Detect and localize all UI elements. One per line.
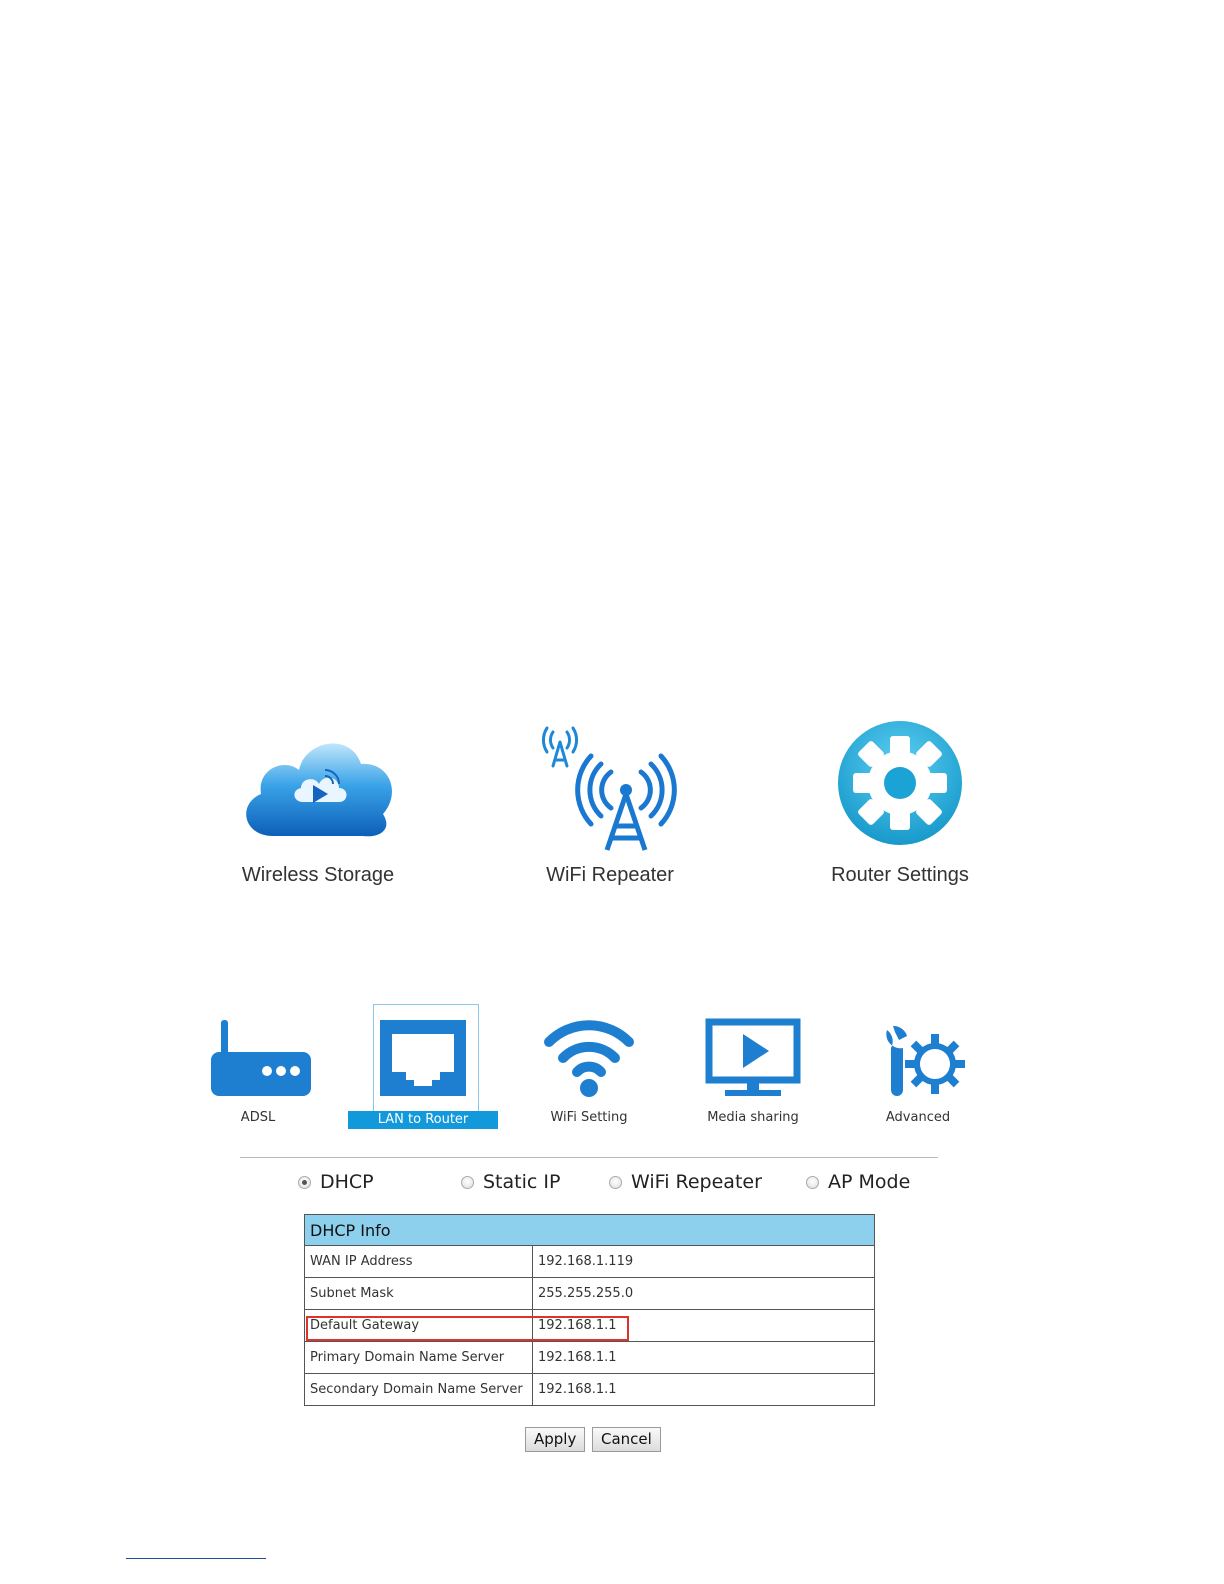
wifi-icon — [514, 1012, 664, 1106]
row-value: 192.168.1.1 — [533, 1374, 875, 1406]
nav-item-adsl[interactable] — [183, 1004, 333, 1132]
row-value: 192.168.1.1 — [533, 1310, 875, 1342]
row-label: Secondary Domain Name Server — [305, 1374, 533, 1406]
table-row — [305, 1342, 875, 1374]
app-label: WiFi Repeater — [546, 864, 674, 886]
radio-button[interactable] — [461, 1176, 474, 1189]
table-header: DHCP Info — [305, 1215, 875, 1246]
radio-label: Static IP — [483, 1171, 561, 1193]
app-wifi-repeater[interactable] — [490, 718, 730, 898]
table-row — [305, 1246, 875, 1278]
app-label: Wireless Storage — [241, 864, 395, 886]
cancel-button[interactable]: Cancel — [592, 1427, 661, 1452]
row-value: 192.168.1.1 — [533, 1342, 875, 1374]
radio-label: WiFi Repeater — [631, 1171, 762, 1193]
app-label: Router Settings — [831, 864, 969, 886]
row-value: 192.168.1.119 — [533, 1246, 875, 1278]
nav-label: Advanced — [885, 1110, 951, 1125]
radio-label: AP Mode — [828, 1171, 911, 1193]
radio-wifi-repeater[interactable] — [609, 1168, 762, 1196]
nav-item-media-sharing[interactable] — [678, 1004, 828, 1132]
nav-label: Media sharing — [707, 1110, 799, 1125]
apply-button[interactable]: Apply — [525, 1427, 585, 1452]
antenna-tower-icon — [490, 718, 730, 858]
table-row — [305, 1278, 875, 1310]
radio-label: DHCP — [320, 1171, 374, 1193]
app-router-settings[interactable] — [780, 718, 1020, 898]
wrench-gear-icon — [843, 1012, 993, 1106]
monitor-play-icon — [678, 1012, 828, 1106]
ethernet-port-icon — [348, 1012, 498, 1106]
row-label: Default Gateway — [305, 1310, 533, 1342]
row-label: Primary Domain Name Server — [305, 1342, 533, 1374]
table-row — [305, 1310, 875, 1342]
nav-item-advanced[interactable] — [843, 1004, 993, 1132]
radio-dhcp[interactable] — [298, 1168, 374, 1196]
nav-item-lan-to-router[interactable] — [348, 1004, 498, 1132]
nav-label: ADSL — [240, 1110, 276, 1125]
radio-static-ip[interactable] — [461, 1168, 560, 1196]
radio-ap-mode[interactable] — [806, 1168, 910, 1196]
footnote-rule — [126, 1558, 266, 1559]
radio-button[interactable] — [298, 1176, 311, 1189]
nav-label: LAN to Router — [348, 1111, 498, 1129]
nav-label: WiFi Setting — [550, 1110, 628, 1125]
radio-button[interactable] — [609, 1176, 622, 1189]
router-icon — [183, 1012, 333, 1106]
cloud-media-icon — [198, 718, 438, 858]
app-wireless-storage[interactable] — [198, 718, 438, 898]
nav-item-wifi-setting[interactable] — [514, 1004, 664, 1132]
row-label: Subnet Mask — [305, 1278, 533, 1310]
gear-icon — [780, 718, 1020, 858]
divider — [240, 1157, 938, 1158]
row-value: 255.255.255.0 — [533, 1278, 875, 1310]
dhcp-info-table — [304, 1214, 875, 1406]
row-label: WAN IP Address — [305, 1246, 533, 1278]
table-row — [305, 1374, 875, 1406]
radio-button[interactable] — [806, 1176, 819, 1189]
